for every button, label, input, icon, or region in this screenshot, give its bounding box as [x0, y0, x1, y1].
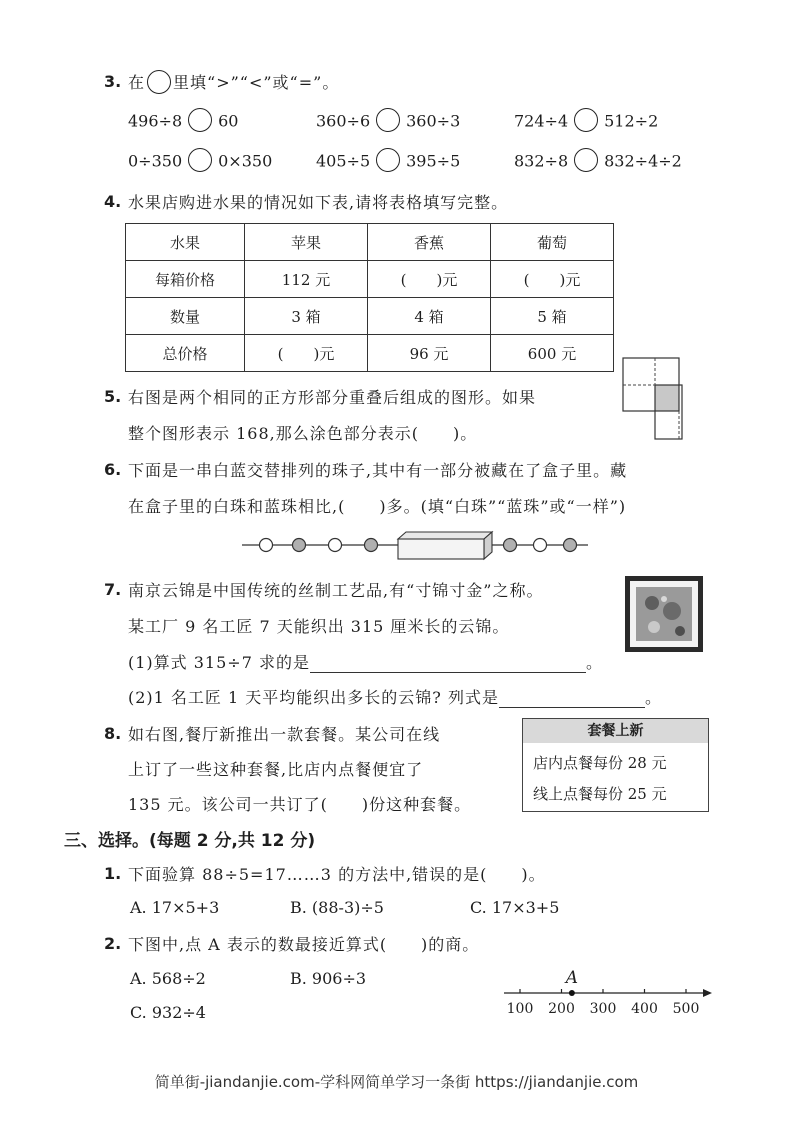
- menu-title: 套餐上新: [523, 719, 708, 743]
- fruit-table: [125, 223, 614, 372]
- q7-sub-1: (1)算式 315÷7 求的是 。: [128, 653, 603, 672]
- q8-line-3: 135 元。该公司一共订了( )份这种套餐。: [128, 795, 472, 814]
- table-header-cell: 葡萄: [491, 224, 614, 261]
- point-a-marker: [569, 990, 575, 996]
- c2-option-c[interactable]: C. 932÷4: [130, 1003, 206, 1022]
- q3-prompt-pre: 在: [128, 73, 146, 92]
- number-line-tick-label: 400: [631, 1001, 658, 1017]
- table-header-row: [126, 224, 614, 261]
- q6-line-2: 在盒子里的白珠和蓝珠相比,( )多。(填“白珠”“蓝珠”或“一样”): [128, 497, 627, 516]
- q3-item-2-1: 0÷350 0×350: [128, 150, 272, 174]
- number-line-tick-label: 200: [548, 1001, 575, 1017]
- answer-circle[interactable]: [376, 108, 400, 132]
- q7-number: 7.: [104, 580, 122, 599]
- table-cell: 4 箱: [368, 298, 491, 335]
- section-title: 三、选择。(每题 2 分,共 12 分): [64, 831, 316, 851]
- q5-line-1: 右图是两个相同的正方形部分重叠后组成的图形。如果: [128, 388, 537, 407]
- compare-circle-icon: [147, 70, 171, 94]
- c2-number: 2.: [104, 934, 122, 953]
- menu-line-instore: 店内点餐每份 28 元: [533, 754, 667, 772]
- table-header-cell: 香蕉: [368, 224, 491, 261]
- table-header-cell: 苹果: [245, 224, 368, 261]
- q3-item-1-3: 724÷4 512÷2: [514, 110, 658, 134]
- table-cell: 96 元: [368, 335, 491, 372]
- white-bead: [260, 539, 273, 552]
- table-cell: 总价格: [126, 335, 245, 372]
- table-cell: 3 箱: [245, 298, 368, 335]
- box-front: [398, 539, 484, 559]
- c1-option-b[interactable]: B. (88-3)÷5: [290, 898, 384, 917]
- menu-line-online: 线上点餐每份 25 元: [533, 785, 667, 803]
- brocade-picture: [624, 575, 704, 653]
- answer-blank[interactable]: [499, 691, 645, 708]
- table-row: [126, 298, 614, 335]
- q5-line-2: 整个图形表示 168,那么涂色部分表示( )。: [128, 424, 478, 443]
- q3-item-2-3: 832÷8 832÷4÷2: [514, 150, 682, 174]
- table-cell-blank[interactable]: ( )元: [368, 261, 491, 298]
- blue-bead: [293, 539, 306, 552]
- q4-number: 4.: [104, 192, 122, 211]
- table-row: [126, 335, 614, 372]
- table-cell: 600 元: [491, 335, 614, 372]
- white-bead: [329, 539, 342, 552]
- answer-circle[interactable]: [188, 108, 212, 132]
- beads-figure: [240, 528, 590, 564]
- table-row: [126, 261, 614, 298]
- blue-bead: [504, 539, 517, 552]
- q7-line-2: 某工厂 9 名工匠 7 天能织出 315 厘米长的云锦。: [128, 617, 510, 636]
- c2-prompt: 下图中,点 A 表示的数最接近算式( )的商。: [128, 935, 480, 954]
- set-meal-menu: [522, 718, 709, 812]
- brocade-pattern: [661, 596, 667, 602]
- q3-prompt-post: 里填“>”“<”或“=”。: [173, 73, 340, 92]
- q7-sub-2: (2)1 名工匠 1 天平均能织出多长的云锦? 列式是 。: [128, 688, 662, 707]
- page-footer: 简单街-jiandanjie.com-学科网简单学习一条街 https://jiandanjie.com: [154, 1073, 639, 1091]
- shaded-overlap: [655, 385, 679, 411]
- brocade-pattern: [645, 596, 659, 610]
- c1-prompt: 下面验算 88÷5=17……3 的方法中,错误的是( )。: [128, 865, 546, 884]
- q3-item-1-2: 360÷6 360÷3: [316, 110, 460, 134]
- q3-item-1-1: 496÷8 60: [128, 110, 238, 134]
- number-line-tick-label: 500: [672, 1001, 700, 1017]
- q3-item-2-2: 405÷5 395÷5: [316, 150, 460, 174]
- overlapping-squares-figure: [622, 357, 684, 441]
- table-cell: 数量: [126, 298, 245, 335]
- number-line: [500, 962, 715, 1022]
- answer-circle[interactable]: [574, 108, 598, 132]
- q8-line-1: 如右图,餐厅新推出一款套餐。某公司在线: [128, 725, 441, 744]
- table-header-cell: 水果: [126, 224, 245, 261]
- brocade-pattern: [648, 621, 660, 633]
- table-cell: 5 箱: [491, 298, 614, 335]
- blue-bead: [564, 539, 577, 552]
- table-cell-blank[interactable]: ( )元: [491, 261, 614, 298]
- c1-option-a[interactable]: A. 17×5+3: [130, 898, 220, 917]
- brocade-pattern: [675, 626, 685, 636]
- c2-option-a[interactable]: A. 568÷2: [130, 969, 206, 988]
- q3-prompt: [128, 70, 339, 96]
- answer-blank[interactable]: [310, 656, 586, 673]
- c2-option-b[interactable]: B. 906÷3: [290, 969, 367, 988]
- q3-number: 3.: [104, 72, 122, 91]
- c1-number: 1.: [104, 864, 122, 883]
- answer-circle[interactable]: [376, 148, 400, 172]
- point-a-label: A: [565, 968, 579, 988]
- answer-circle[interactable]: [188, 148, 212, 172]
- q6-line-1: 下面是一串白蓝交替排列的珠子,其中有一部分被藏在了盒子里。藏: [128, 461, 628, 480]
- white-bead: [534, 539, 547, 552]
- q7-line-1: 南京云锦是中国传统的丝制工艺品,有“寸锦寸金”之称。: [128, 581, 544, 600]
- blue-bead: [365, 539, 378, 552]
- arrow-head-icon: [703, 989, 712, 997]
- q6-number: 6.: [104, 460, 122, 479]
- table-cell-blank[interactable]: ( )元: [245, 335, 368, 372]
- q4-prompt: 水果店购进水果的情况如下表,请将表格填写完整。: [128, 193, 509, 212]
- q5-number: 5.: [104, 387, 122, 406]
- box-top: [398, 532, 492, 539]
- number-line-tick-label: 100: [506, 1001, 534, 1017]
- brocade-pattern: [663, 602, 681, 620]
- c1-option-c[interactable]: C. 17×3+5: [470, 898, 560, 917]
- number-line-tick-label: 300: [589, 1001, 617, 1017]
- table-cell: 每箱价格: [126, 261, 245, 298]
- q8-number: 8.: [104, 724, 122, 743]
- table-cell: 112 元: [245, 261, 368, 298]
- answer-circle[interactable]: [574, 148, 598, 172]
- q8-line-2: 上订了一些这种套餐,比店内点餐便宜了: [128, 760, 424, 779]
